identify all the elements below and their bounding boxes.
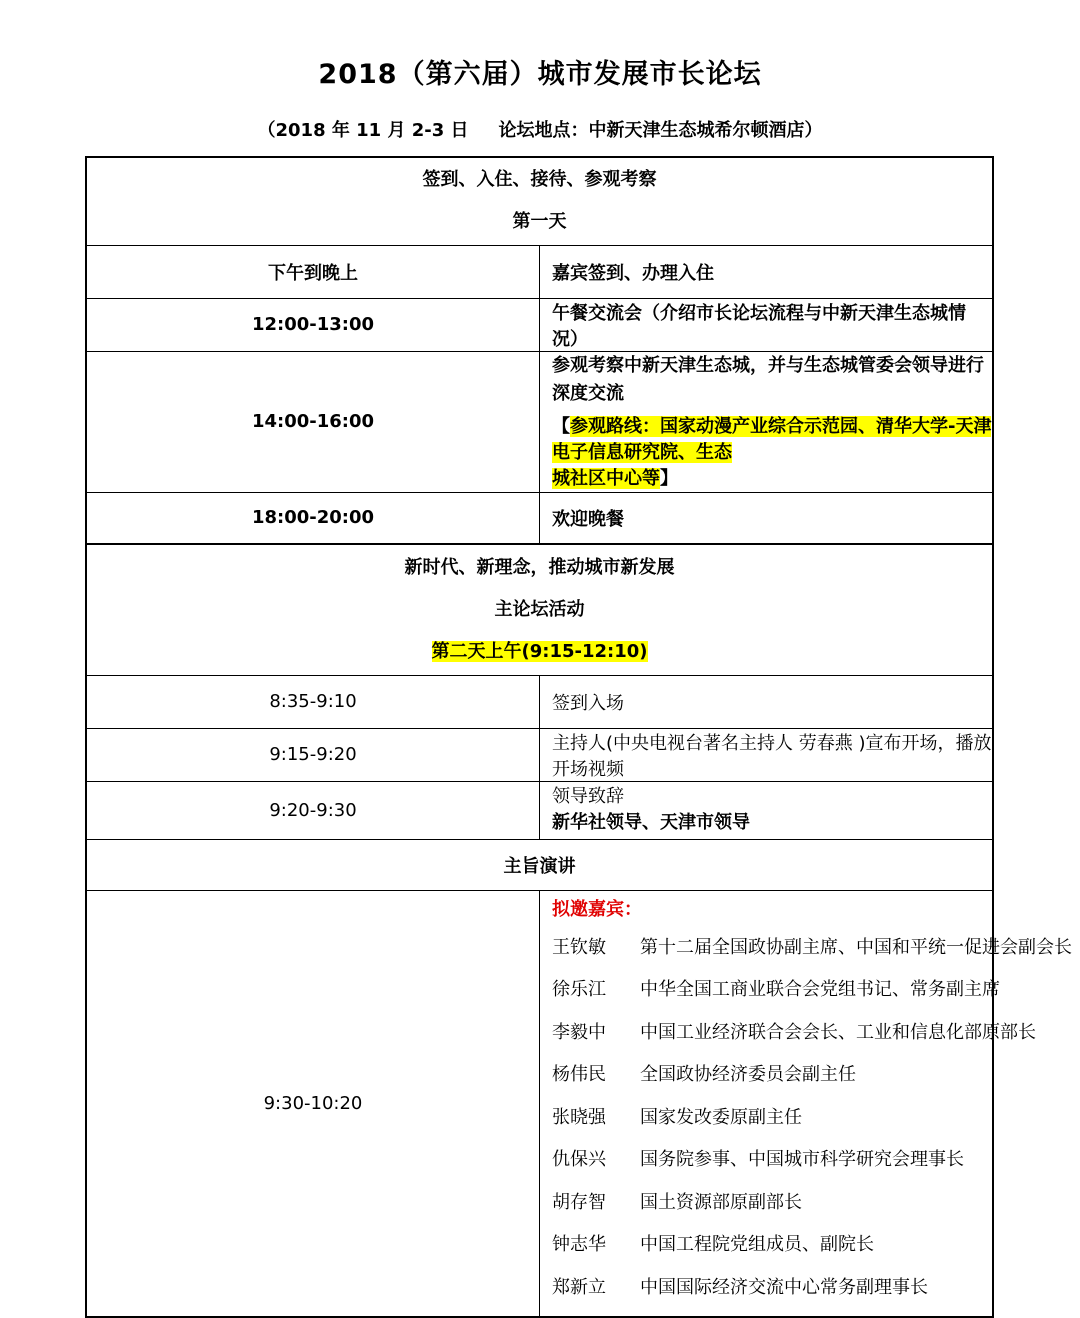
time-cell: 14:00-16:00 — [86, 351, 540, 492]
event-date: （2018 年 11 月 2-3 日 — [257, 120, 469, 141]
day2-session-highlight: 第二天上午(9:15-12:10) — [431, 640, 648, 662]
time-cell: 8:35-9:10 — [86, 675, 540, 728]
list-item: 郑新立 中国国际经济交流中心常务副理事长 — [552, 1276, 928, 1298]
content-cell: 参观考察中新天津生态城，并与生态城管委会领导进行深度交流 【参观路线：国家动漫产业综合示范园、清华大学-天津电子信息研究院、生态 城社区中心等】 — [540, 351, 994, 492]
list-item: 仇保兴 国务院参事、中国城市科学研究会理事长 — [552, 1149, 964, 1170]
list-item: 王钦敏 第十二届全国政协副主席、中国和平统一促进会副会长 — [552, 936, 1072, 958]
table-row — [86, 351, 993, 492]
event-subtitle — [0, 116, 1080, 142]
day1-theme: 签到、入住、接待、参观考察 — [422, 169, 657, 191]
schedule-table — [85, 156, 1072, 1318]
day2-theme: 新时代、新理念，推动城市新发展 — [404, 556, 675, 578]
content-cell: 嘉宾签到、办理入住 — [540, 245, 994, 298]
speech-speakers: 新华社领导、天津市领导 — [552, 812, 750, 833]
day1-label: 第一天 — [512, 211, 567, 233]
day1-header-row — [86, 157, 993, 245]
table-row — [86, 781, 993, 839]
content-cell: 主持人(中央电视台著名主持人 劳春燕 )宣布开场，播放开场视频 — [540, 728, 994, 781]
route-highlight: 城社区中心等 — [552, 467, 660, 489]
content-cell: 欢迎晚餐 — [540, 492, 994, 544]
day2-label: 主论坛活动 — [494, 598, 585, 620]
route-highlight: 参观路线：国家动漫产业综合示范园、清华大学-天津电子信息研究院、生态 — [552, 415, 992, 463]
content-cell: 午餐交流会（介绍市长论坛流程与中新天津生态城情况） — [540, 298, 994, 351]
keynote-row — [86, 890, 993, 1317]
list-item: 徐乐江 中华全国工商业联合会党组书记、常务副主席 — [552, 979, 1000, 1000]
table-row — [86, 298, 993, 351]
table-row — [86, 245, 993, 298]
time-cell: 12:00-13:00 — [86, 298, 540, 351]
visit-route: 【参观路线：国家动漫产业综合示范园、清华大学-天津电子信息研究院、生态 — [552, 415, 992, 463]
time-cell: 9:20-9:30 — [86, 781, 540, 839]
visit-description: 参观考察中新天津生态城，并与生态城管委会领导进行深度交流 — [552, 354, 984, 404]
keynote-title: 主旨演讲 — [86, 839, 993, 890]
content-cell: 签到入场 — [540, 675, 994, 728]
content-cell — [540, 781, 994, 839]
table-row — [86, 675, 993, 728]
page-title: 2018（第六届）城市发展市长论坛 — [318, 59, 762, 90]
guest-list — [540, 890, 1072, 1317]
time-cell: 下午到晚上 — [86, 245, 540, 298]
time-cell: 18:00-20:00 — [86, 492, 540, 544]
time-cell: 9:30-10:20 — [86, 890, 540, 1317]
invited-label: 拟邀嘉宾： — [552, 898, 642, 920]
table-row — [86, 728, 993, 781]
day2-header-row — [86, 544, 993, 675]
keynote-header-row — [86, 839, 993, 890]
table-row — [86, 492, 993, 544]
list-item: 胡存智 国土资源部原副部长 — [552, 1191, 802, 1213]
list-item: 张晓强 国家发改委原副主任 — [552, 1106, 802, 1128]
list-item: 钟志华 中国工程院党组成员、副院长 — [552, 1234, 874, 1255]
list-item: 李毅中 中国工业经济联合会会长、工业和信息化部原部长 — [552, 1021, 1036, 1043]
time-cell: 9:15-9:20 — [86, 728, 540, 781]
speech-label: 领导致辞 — [552, 786, 624, 807]
event-venue: 论坛地点：中新天津生态城希尔顿酒店） — [498, 120, 823, 141]
list-item: 杨伟民 全国政协经济委员会副主任 — [552, 1064, 856, 1085]
